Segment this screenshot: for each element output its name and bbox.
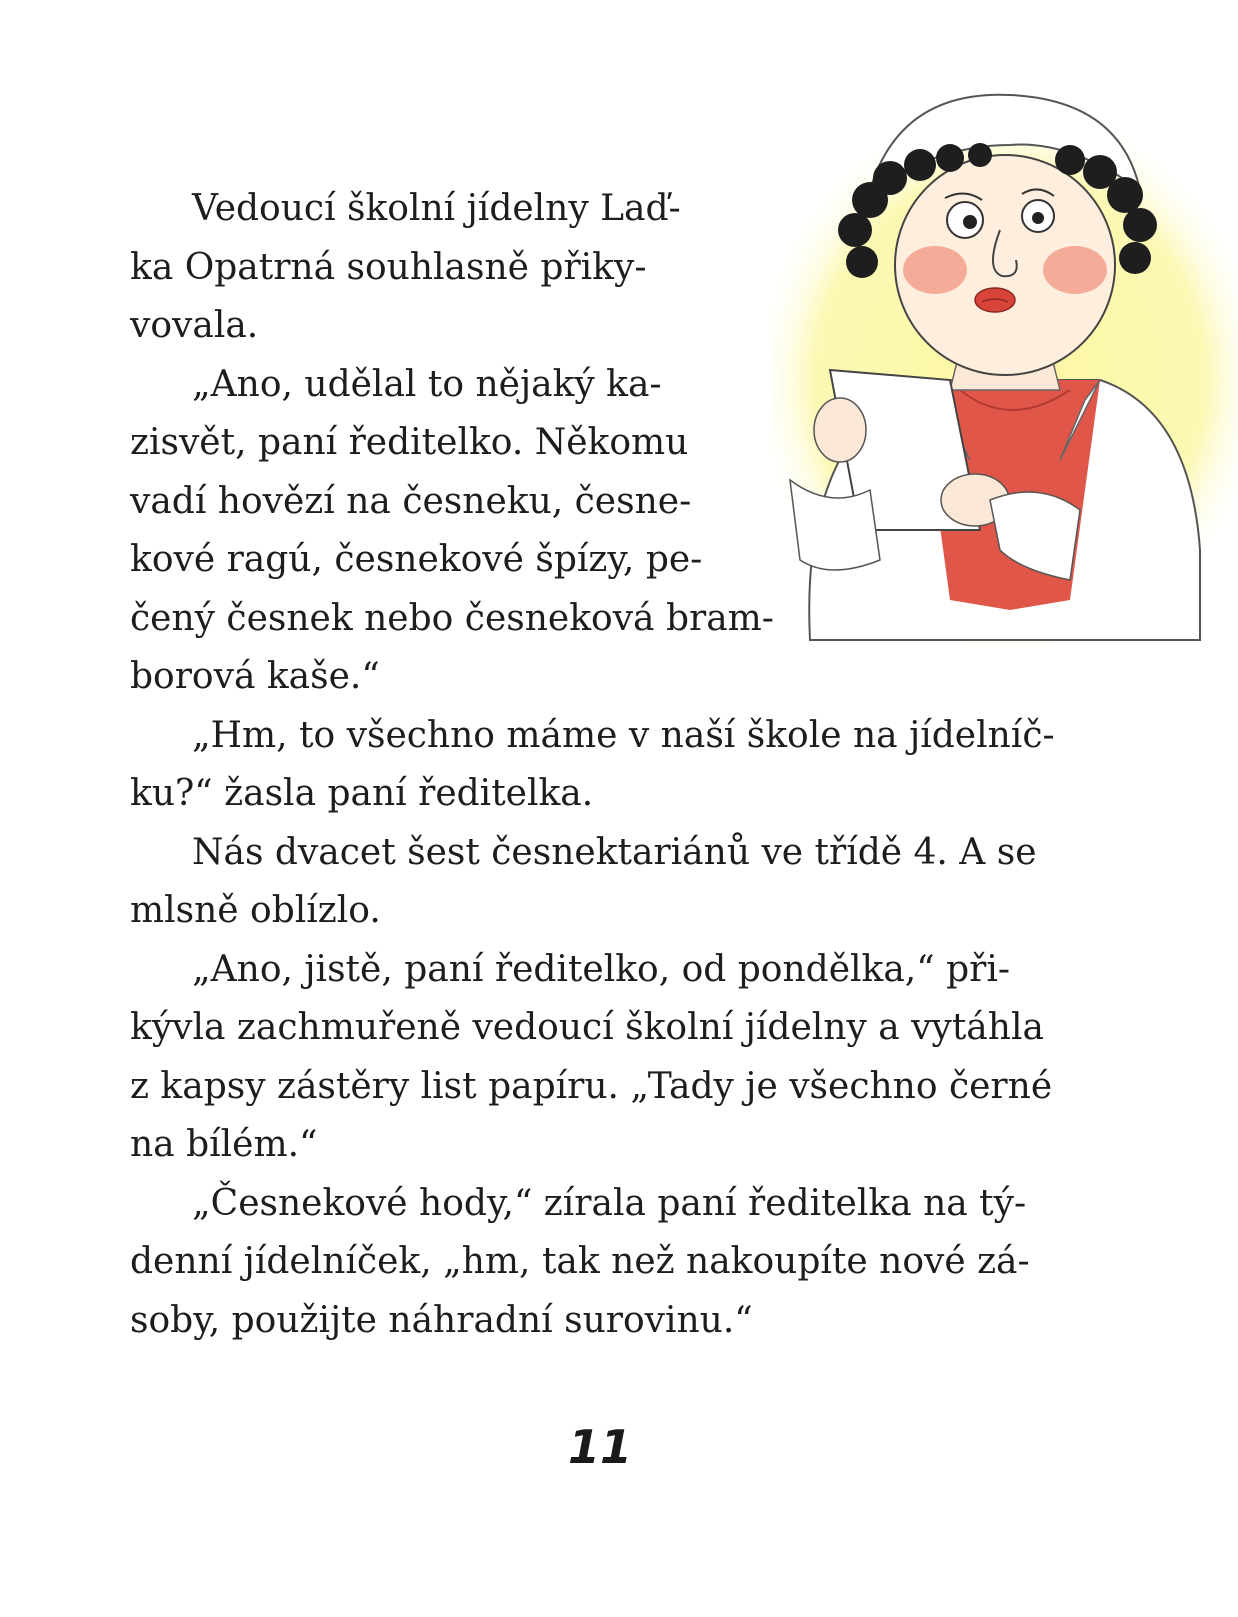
text-line: borová kaše.“: [130, 656, 380, 697]
text-line: Vedoucí školní jídelny Laď-: [192, 188, 681, 229]
story-text: [130, 180, 1070, 1350]
text-line: ka Opatrná souhlasně přiky-: [130, 246, 647, 288]
text-line: vovala.: [130, 305, 259, 346]
text-line: „Hm, to všechno máme v naší škole na jídelníč-: [192, 714, 1055, 756]
text-line: denní jídelníček, „hm, tak než nakoupíte nové zá-: [130, 1241, 1030, 1282]
text-line: čený česnek nebo česneková bram-: [130, 597, 774, 639]
text-line: Nás dvacet šest česnektariánů ve třídě 4. A se: [192, 831, 1037, 873]
text-line: kývla zachmuřeně vedoucí školní jídelny a vytáhla: [130, 1007, 1044, 1048]
text-line: zisvět, paní ředitelko. Někomu: [130, 422, 689, 463]
text-line: mlsně oblízlo.: [130, 890, 381, 931]
page-number: 11: [567, 1420, 632, 1474]
text-line: „Ano, jistě, paní ředitelko, od pondělka,“ při-: [192, 948, 1011, 990]
text-line: z kapsy zástěry list papíru. „Tady je všechno černé: [130, 1065, 1053, 1107]
text-line: na bílém.“: [130, 1124, 318, 1165]
text-line: ku?“ žasla paní ředitelka.: [130, 773, 594, 814]
text-line: soby, použijte náhradní surovinu.“: [130, 1299, 753, 1341]
text-line: „Česnekové hody,“ zírala paní ředitelka na tý-: [192, 1182, 1027, 1224]
text-line: vadí hovězí na česneku, česne-: [130, 480, 692, 522]
text-line: kové ragú, česnekové špízy, pe-: [130, 539, 703, 580]
text-line: „Ano, udělal to nějaký ka-: [192, 363, 662, 405]
